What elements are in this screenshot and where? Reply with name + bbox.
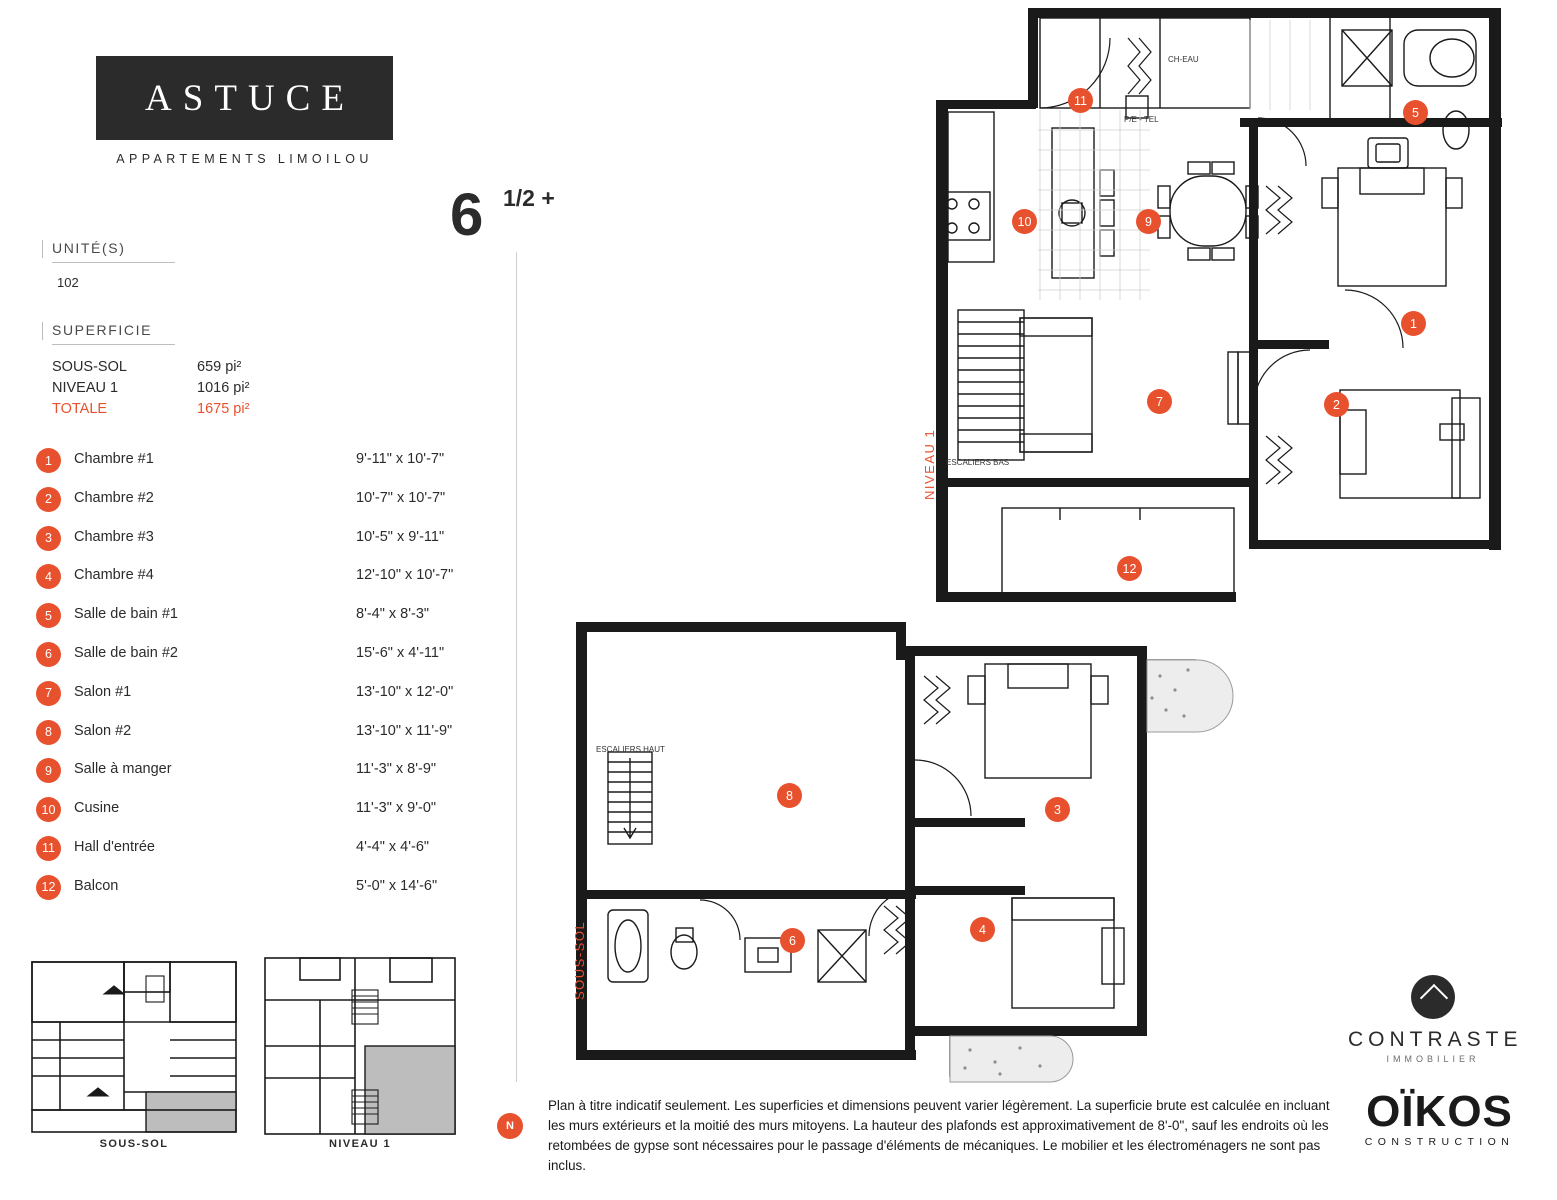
oikos-logo-sub: CONSTRUCTION: [1364, 1136, 1515, 1148]
area-row-label: SOUS-SOL: [52, 359, 127, 375]
plan-marker-2[interactable]: 2: [1324, 392, 1349, 417]
legend-room-name: Salon #1: [74, 683, 132, 700]
area-section-label: SUPERFICIE: [52, 322, 153, 338]
astuce-logo-text: ASTUCE: [145, 77, 355, 119]
north-compass-icon: N: [497, 1113, 523, 1139]
legend-room-name: Hall d'entrée: [74, 838, 155, 855]
legend-room-dim: 13'-10" x 12'-0": [356, 683, 454, 700]
legend-room-dim: 12'-10" x 10'-7": [356, 567, 454, 584]
legend-room-name: Chambre #3: [74, 528, 154, 545]
plan-marker-12[interactable]: 12: [1117, 556, 1142, 581]
area-row-value: 1675 pi²: [197, 401, 250, 417]
legend-bullet: 7: [36, 681, 61, 706]
legend-room-dim: 4'-4" x 4'-6": [356, 838, 430, 855]
legend-room-dim: 11'-3" x 9'-0": [356, 800, 437, 817]
legend-bullet: 1: [36, 448, 61, 473]
legend-room-name: Cusine: [74, 800, 120, 817]
legend-bullet: 3: [36, 526, 61, 551]
legend-room-name: Balcon: [74, 877, 119, 894]
stairs-down-label: ESCALIERS BAS: [946, 458, 1010, 467]
area-row-label: TOTALE: [52, 401, 108, 417]
legend-room-name: Salle à manger: [74, 761, 172, 778]
legend-bullet: 2: [36, 487, 61, 512]
plan-marker-11[interactable]: 11: [1068, 88, 1093, 113]
legend-room-name: Salle de bain #2: [74, 644, 178, 661]
area-row-value: 659 pi²: [197, 359, 242, 375]
legend-bullet: 8: [36, 720, 61, 745]
plan-marker-8[interactable]: 8: [777, 783, 802, 808]
legend-bullet: 9: [36, 758, 61, 783]
legend-room-name: Chambre #2: [74, 489, 154, 506]
plan-marker-6[interactable]: 6: [780, 928, 805, 953]
area-row-label: NIVEAU 1: [52, 380, 119, 396]
stairs-up-label: ESCALIERS HAUT: [596, 745, 665, 754]
legend-room-dim: 13'-10" x 11'-9": [356, 722, 453, 739]
legend-bullet: 11: [36, 836, 61, 861]
panel-label: P/E - TEL: [1124, 115, 1159, 124]
astuce-logo-subtitle: APPARTEMENTS LIMOILOU: [116, 152, 373, 166]
plan-marker-4[interactable]: 4: [970, 917, 995, 942]
unit-section-label: UNITÉ(S): [52, 240, 126, 256]
legend-bullet: 4: [36, 564, 61, 589]
plan-marker-9[interactable]: 9: [1136, 209, 1161, 234]
keyplan-caption-basement: SOUS-SOL: [99, 1138, 169, 1150]
legend-room-name: Chambre #1: [74, 451, 154, 467]
disclaimer-text: Plan à titre indicatif seulement. Les superficies et dimensions peuvent varier légèrement. La superficie brute est calculée en incluant les murs extérieurs et la moitié des murs mitoyens. La hauteur des plafonds est approximativement de 8'-0", sauf les endroits où les retombées de gypse sont nécessaires pour le passage d'éléments de mécaniques. Le mobilier et les électroménagers ne sont pas inclus.: [548, 1098, 1330, 1173]
basement-walls: [576, 622, 1233, 1082]
area-row-value: 1016 pi²: [197, 380, 250, 396]
legend-room-dim: 15'-6" x 4'-11": [356, 644, 445, 661]
plan-marker-1[interactable]: 1: [1401, 311, 1426, 336]
legend-room-dim: 8'-4" x 8'-3": [356, 606, 430, 623]
legend-room-dim: 10'-5" x 9'-11": [356, 528, 445, 545]
contraste-logo-sub: IMMOBILIER: [1386, 1054, 1480, 1064]
legend-room-dim: 11'-3" x 8'-9": [356, 761, 437, 778]
level1-plan-label: NIVEAU 1: [922, 428, 937, 500]
basement-plan-label: SOUS-SOL: [572, 920, 587, 1000]
legend-room-name: Salle de bain #1: [74, 606, 178, 623]
legend-bullet: 10: [36, 797, 61, 822]
plan-marker-10[interactable]: 10: [1012, 209, 1037, 234]
legend-bullet: 5: [36, 603, 61, 628]
keyplan-caption-level1: NIVEAU 1: [329, 1138, 391, 1150]
plan-marker-3[interactable]: 3: [1045, 797, 1070, 822]
plan-marker-5[interactable]: 5: [1403, 100, 1428, 125]
legend-room-dim: 9'-11" x 10'-7": [356, 451, 445, 467]
level1-walls: [936, 8, 1502, 602]
plan-marker-7[interactable]: 7: [1147, 389, 1172, 414]
contraste-logo-main: CONTRASTE: [1348, 1028, 1523, 1051]
oikos-logo-main: OÏKOS: [1366, 1087, 1513, 1136]
legend-room-dim: 10'-7" x 10'-7": [356, 489, 446, 506]
unit-value: 102: [57, 275, 79, 290]
legend-room-dim: 5'-0" x 14'-6": [356, 877, 438, 894]
legend-room-name: Chambre #4: [74, 567, 154, 584]
unit-type-fraction: 1/2 +: [503, 185, 555, 211]
water-heater-label: CH-EAU: [1168, 55, 1199, 64]
legend-bullet: 12: [36, 875, 61, 900]
legend-room-name: Salon #2: [74, 722, 132, 739]
legend-bullet: 6: [36, 642, 61, 667]
unit-type-number: 6: [450, 181, 483, 248]
